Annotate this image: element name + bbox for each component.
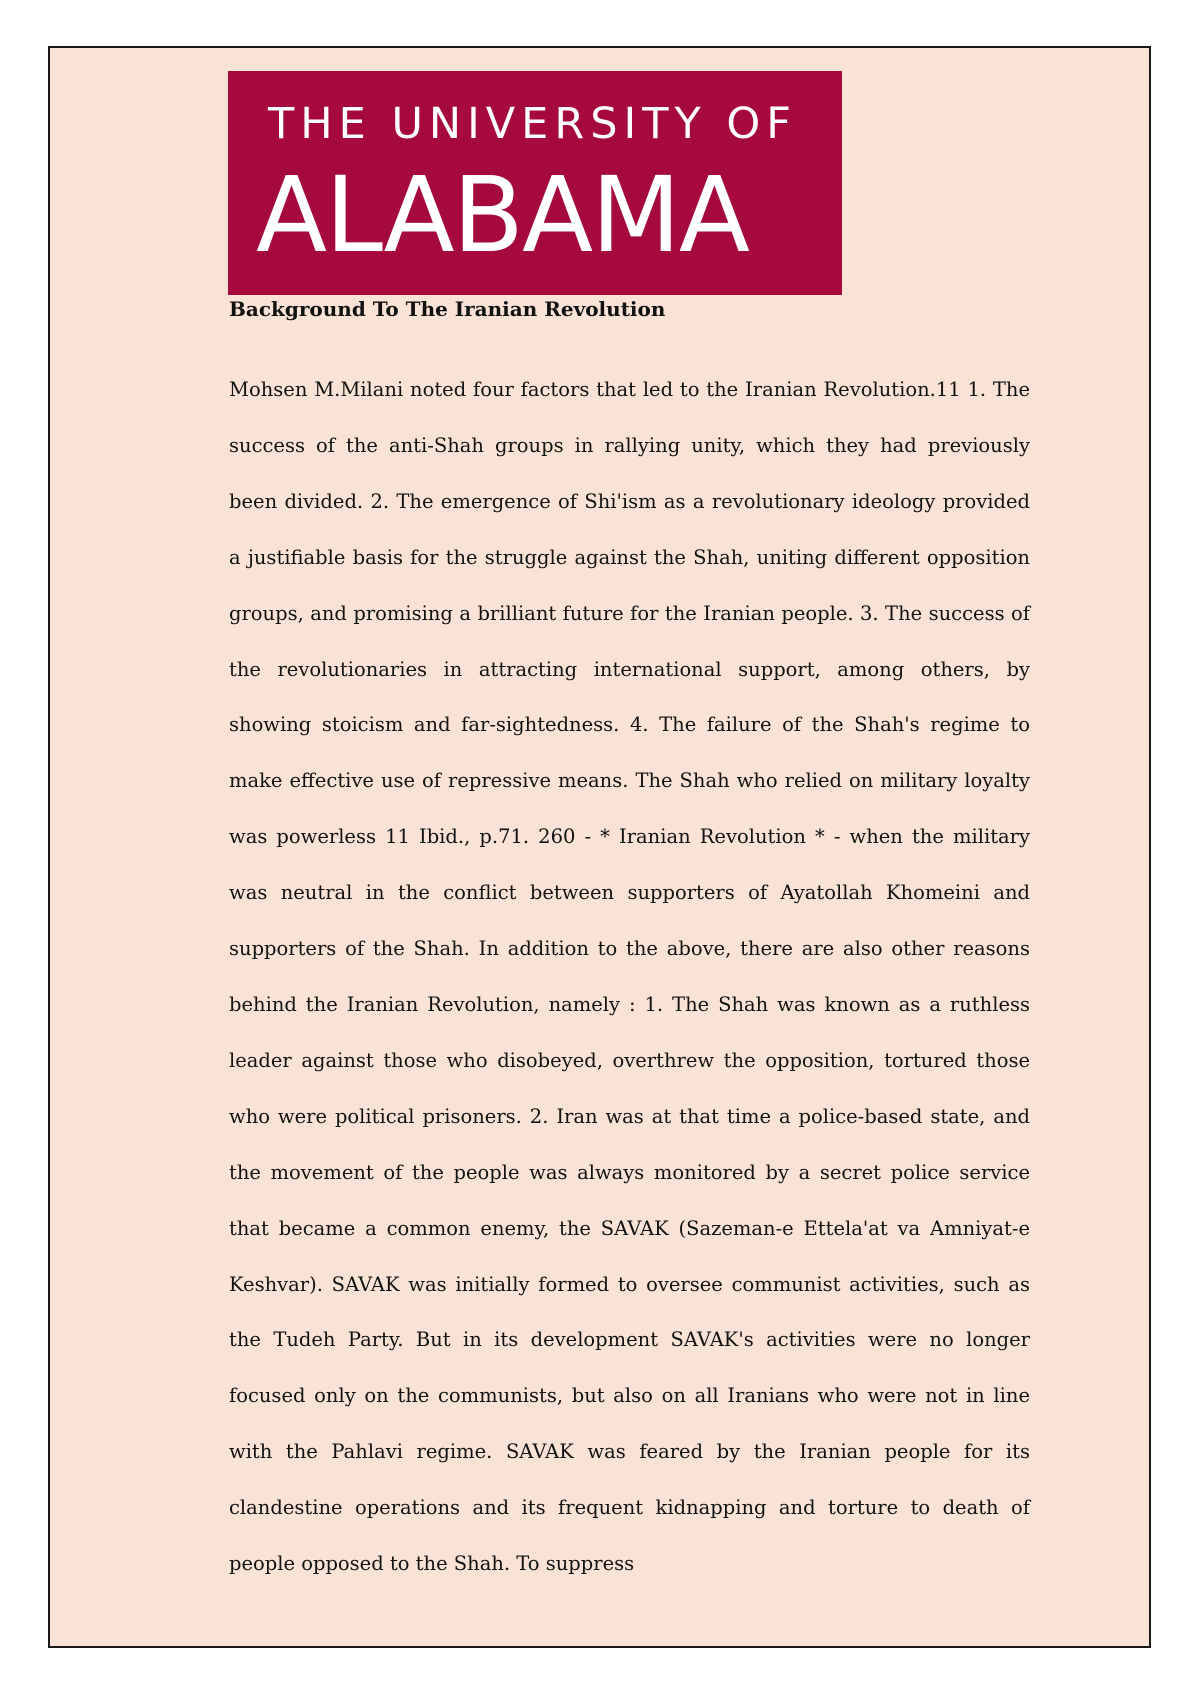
body-paragraph: Mohsen M.Milani noted four factors that led to the Iranian Revolution.11 1. The success of the anti-Shah groups in rallying unity, which they had previously been divided. 2. The emergence of Shi'ism as a revolutionary ideology provided a justifiable basis for the struggle against the Shah, uniting different opposition groups, and promising a brilliant future for the Iranian people. 3. The success of the revolutionaries in attracting international support, among others, by showing stoicism and far-sightedness. 4. The failure of the Shah's regime to make effective use of repressive means. The Shah who relied on military loyalty was powerless 11 Ibid., p.71. 260 - * Iranian Revolution * - when the military was neutral in the conflict between supporters of Ayatollah Khomeini and supporters of the Shah. In addition to the above, there are also other reasons behind the Iranian Revolution, namely : 1. The Shah was known as a ruthless leader against those who disobeyed, overthrew the opposition, tortured those who were political prisoners. 2. Iran was at that time a police-based state, and the movement of the people was always monitored by a secret police service that became a common enemy, the SAVAK (Sazeman-e Ettela'at va Amniyat-e Keshvar). SAVAK was initially formed to oversee communist activities, such as the Tudeh Party. But in its development SAVAK's activities were no longer focused only on the communists, but also on all Iranians who were not in line with the Pahlavi regime. SAVAK was feared by the Iranian people for its clandestine operations and its frequent kidnapping and torture to death of people opposed to the Shah. To suppress [229, 378, 1030, 1576]
document-heading: Background To The Iranian Revolution [229, 297, 666, 321]
university-logo [228, 71, 842, 295]
logo-line-2: ALABAMA [256, 154, 748, 276]
logo-line-1: THE UNIVERSITY OF [268, 99, 797, 149]
